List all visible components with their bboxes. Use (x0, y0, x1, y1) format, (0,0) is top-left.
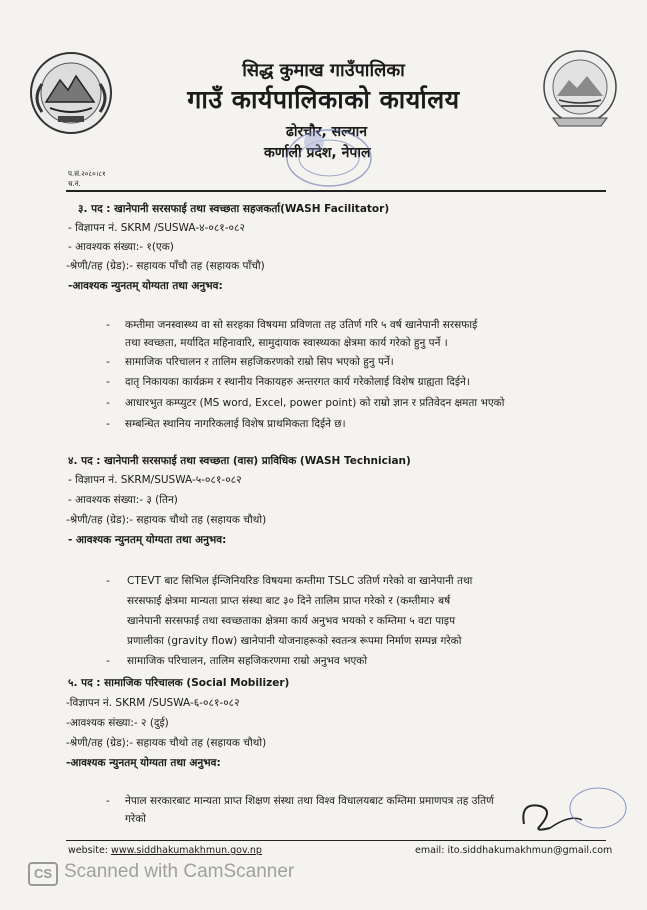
post4-para-line-4: प्रणालीका (gravity flow) खानेपानी योजनाहरूको स्वतन्त्र रूपमा निर्माण सम्पन्न गरेको (127, 635, 462, 647)
camscanner-icon: CS (28, 862, 58, 886)
document-page: सिद्ध कुमाख गाउँपालिका गाउँ कार्यपालिकाको कार्यालय ढोरचौर, सल्यान कर्णाली प्रदेश, नेपाल प.सं.२०८०।८१ च.नं. ३. पद : खानेपानी सरसफाई तथा स्वच्छता सहजकर्ता(WASH Facilitator) - विज्ञापन नं. SKRM /SUSWA-४-०८१-०८२ - आवश्यक संख्या:- १(एक) -श्रेणी/तह (ग्रेड):- सहायक पाँचौ तह (सहायक पाँचौ) -आवश्यक न्युनतम् योग्यता तथा अनुभव: - कम्तीमा जनस्वास्थ्य वा सो सरहका विषयमा प्रविणता तह उतिर्ण गरि ५ वर्ष खानेपानी सरसफाई तथा स्वच्छता, मर्यादित महिनावारि, सामुदायाक स्वास्थ्यका क्षेत्रमा कार्य गरेको हुनु पर्ने । - सामाजिक परिचालन र तालिम सहजिकरणको राम्रो सिप भएको हुनु पर्ने। - दातृ निकायका कार्यक्रम र स्थानीय निकायहरु अन्तरगत कार्य गरेकोलाई विशेष ग्राह्यता दिईने। - आधारभुत कम्प्युटर (MS word, Excel, power point) को राम्रो ज्ञान र प्रतिवेदन क्षमता भएको - सम्बन्धित स्थानिय नागरिकलाई विशेष प्राथमिकता दिईने छ। ४. पद : खानेपानी सरसफाई तथा स्वच्छता (वास) प्राविधिक (WASH Technician) - विज्ञापन नं. SKRM/SUSWA-५-०८१-०८२ - आवश्यक संख्या:- ३ (तिन) -श्रेणी/तह (ग्रेड):- सहायक चौथो तह (सहायक चौथो) - आवश्यक न्युनतम् योग्यता तथा अनुभव: - CTEVT बाट सिभिल ईन्जिनियरिङ विषयमा कम्तीमा TSLC उतिर्ण गरेको वा खानेपानी तथा सरसफाई क्षेत्रमा मान्यता प्राप्त संस्था बाट ३० दिने तालिम प्राप्त गरेको र (कम्तीमा२ बर्ष खानेपानी सरसफाई तथा स्वच्छताका क्षेत्रमा कार्य अनुभव भयको र कम्तिमा ५ वटा पाइप प्रणालीका (gravity flow) खानेपानी योजनाहरूको स्वतन्त्र रूपमा निर्माण सम्पन्न गरेको - सामाजिक परिचालन, तालिम सहजिकरणमा राम्रो अनुभव भएको ५. पद : सामाजिक परिचालक (Social Mobilizer) -विज्ञापन नं. SKRM /SUSWA-६-०८१-०८२ -आवश्यक संख्या:- २ (दुई) -श्रेणी/तह (ग्रेड):- सहायक चौथो तह (सहायक चौथो) -आवश्यक न्युनतम् योग्यता तथा अनुभव: - नेपाल सरकारबाट मान्यता प्राप्त शिक्षण संस्था तथा विश्व विधालयबाट कम्तिमा प्रमाणपत्र तह उतिर्ण गरेको website: www.siddhakumakhmun.gov.np email: ito.siddhakumakhmun@gmail.com CS Scanned with CamScanner (0, 0, 647, 910)
post4-grade: -श्रेणी/तह (ग्रेड):- सहायक चौथो तह (सहायक चौथो) (66, 514, 267, 526)
post3-bullet-1: कम्तीमा जनस्वास्थ्य वा सो सरहका विषयमा प्रविणता तह उतिर्ण गरि ५ वर्ष खानेपानी सरसफाई (125, 319, 478, 331)
post3-bullet-4: आधारभुत कम्प्युटर (MS word, Excel, power point) को राम्रो ज्ञान र प्रतिवेदन क्षमता भएको (125, 397, 505, 409)
post4-count: - आवश्यक संख्या:- ३ (तिन) (68, 494, 178, 506)
footer-divider (66, 840, 606, 841)
post3-ad-number: - विज्ञापन नं. SKRM /SUSWA-४-०८१-०८२ (68, 222, 245, 234)
post5-grade: -श्रेणी/तह (ग्रेड):- सहायक चौथो तह (सहायक चौथो) (66, 737, 267, 749)
email-link[interactable]: ito.siddhakumakhmun@gmail.com (447, 845, 613, 856)
post4-para-line-2: सरसफाई क्षेत्रमा मान्यता प्राप्त संस्था बाट ३० दिने तालिम प्राप्त गरेको र (कम्तीमा२ बर्ष (127, 595, 451, 607)
post3-qualification-label: -आवश्यक न्युनतम् योग्यता तथा अनुभव: (68, 280, 223, 292)
post3-grade: -श्रेणी/तह (ग्रेड):- सहायक पाँचौ तह (सहायक पाँचौ) (66, 260, 265, 272)
post4-para-line-1: CTEVT बाट सिभिल ईन्जिनियरिङ विषयमा कम्तीमा TSLC उतिर्ण गरेको वा खानेपानी तथा (127, 575, 473, 587)
footer-email: email: ito.siddhakumakhmun@gmail.com (415, 845, 613, 856)
post5-ad-number: -विज्ञापन नं. SKRM /SUSWA-६-०८१-०८२ (66, 697, 240, 709)
post5-para-line-2: गरेको (125, 813, 146, 825)
post4-ad-number: - विज्ञापन नं. SKRM/SUSWA-५-०८१-०८२ (68, 474, 242, 486)
office-title: गाउँ कार्यपालिकाको कार्यालय (187, 85, 460, 114)
post3-bullet-5: सम्बन्धित स्थानिय नागरिकलाई विशेष प्राथमिकता दिईने छ। (125, 418, 346, 430)
reference-number: प.सं.२०८०।८१ च.नं. (68, 170, 106, 188)
header-divider (66, 190, 606, 192)
post3-bullet-1-cont: तथा स्वच्छता, मर्यादित महिनावारि, सामुदायाक स्वास्थ्यका क्षेत्रमा कार्य गरेको हुनु पर्ने । (125, 337, 448, 349)
signature (510, 780, 630, 840)
camscanner-watermark: Scanned with CamScanner (64, 861, 295, 882)
post3-count: - आवश्यक संख्या:- १(एक) (68, 241, 174, 253)
post5-title: ५. पद : सामाजिक परिचालक (Social Mobilizer) (68, 677, 290, 689)
address-line-2: कर्णाली प्रदेश, नेपाल (264, 145, 371, 161)
post5-para-line-1: नेपाल सरकारबाट मान्यता प्राप्त शिक्षण संस्था तथा विश्व विधालयबाट कम्तिमा प्रमाणपत्र तह उतिर्ण (125, 795, 494, 807)
post3-bullet-2: सामाजिक परिचालन र तालिम सहजिकरणको राम्रो सिप भएको हुनु पर्ने। (125, 356, 394, 368)
website-link[interactable]: www.siddhakumakhmun.gov.np (111, 845, 262, 856)
office-stamp (274, 124, 384, 192)
post4-bullet-2: सामाजिक परिचालन, तालिम सहजिकरणमा राम्रो अनुभव भएको (127, 655, 368, 667)
post4-title: ४. पद : खानेपानी सरसफाई तथा स्वच्छता (वास) प्राविधिक (WASH Technician) (68, 455, 411, 467)
footer-website: website: www.siddhakumakhmun.gov.np (68, 845, 262, 856)
post3-bullet-3: दातृ निकायका कार्यक्रम र स्थानीय निकायहरु अन्तरगत कार्य गरेकोलाई विशेष ग्राह्यता दिईने। (125, 376, 470, 388)
post3-title: ३. पद : खानेपानी सरसफाई तथा स्वच्छता सहजकर्ता(WASH Facilitator) (78, 203, 390, 215)
post4-qualification-label: - आवश्यक न्युनतम् योग्यता तथा अनुभव: (68, 534, 227, 546)
address-line-1: ढोरचौर, सल्यान (286, 124, 368, 140)
municipality-name: सिद्ध कुमाख गाउँपालिका (242, 60, 405, 81)
post5-qualification-label: -आवश्यक न्युनतम् योग्यता तथा अनुभव: (66, 757, 221, 769)
post4-para-line-3: खानेपानी सरसफाई तथा स्वच्छताका क्षेत्रमा कार्य अनुभव भयको र कम्तिमा ५ वटा पाइप (127, 615, 456, 627)
post5-count: -आवश्यक संख्या:- २ (दुई) (66, 717, 169, 729)
